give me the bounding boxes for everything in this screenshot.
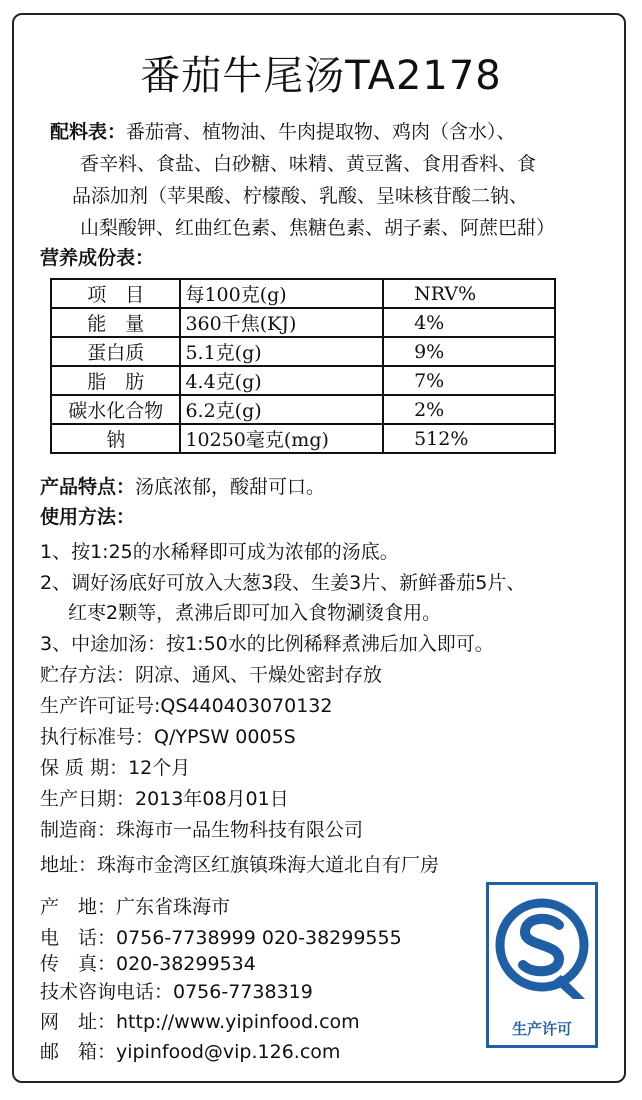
features-label: 产品特点：	[40, 476, 136, 498]
features-text: 汤底浓郁，酸甜可口。	[135, 476, 326, 498]
nutrition-amount-cell: 每100克(g)	[180, 279, 383, 308]
nutrition-amount-cell: 5.1克(g)	[180, 337, 383, 366]
storage-line: 贮存方法：阴凉、通风、干燥处密封存放	[40, 664, 383, 686]
manufacturer-line: 制造商：珠海市一品生物科技有限公司	[40, 819, 364, 841]
usage-step-2-cont: 红枣2颗等，煮沸后即可加入食物涮烫食用。	[68, 602, 442, 624]
ingredients-line-4: 山梨酸钾、红曲红色素、焦糖色素、胡子素、阿蔗巴甜）	[80, 217, 556, 239]
nutrition-row	[51, 395, 555, 424]
features-line	[40, 472, 325, 499]
nutrition-item-cell: 蛋白质	[51, 337, 180, 366]
ingredients-line-1	[50, 117, 516, 147]
nutrition-item-cell: 能 量	[51, 308, 180, 337]
qs-logo-icon	[489, 887, 595, 1017]
standard-line: 执行标准号：Q/YPSW 0005S	[40, 726, 296, 748]
website-line: 网 址：http://www.yipinfood.com	[40, 1011, 360, 1033]
usage-step-1: 1、按1:25的水稀释即可成为浓郁的汤底。	[40, 541, 399, 563]
usage-step-2: 2、调好汤底好可放入大葱3段、生姜3片、新鲜番茄5片、	[40, 572, 526, 594]
fax-line: 传 真：020-38299534	[40, 953, 256, 975]
ingredients-label: 配料表：	[50, 121, 127, 143]
nutrition-row	[51, 337, 555, 366]
logo-text: 生产许可	[511, 1020, 572, 1038]
nutrition-row	[51, 308, 555, 337]
qs-license-logo	[486, 882, 598, 1048]
nutrition-item-cell: 脂 肪	[51, 366, 180, 395]
nutrition-table	[50, 278, 556, 454]
nutrition-amount-cell: 6.2克(g)	[180, 395, 383, 424]
nutrition-nrv-cell: 512%	[383, 424, 555, 453]
nutrition-amount-cell: 360千焦(KJ)	[180, 308, 383, 337]
nutrition-item-cell: 钠	[51, 424, 180, 453]
address-line: 地址：珠海市金湾区红旗镇珠海大道北自有厂房	[40, 854, 440, 876]
nutrition-nrv-cell: 4%	[383, 308, 555, 337]
ingredients-text-1: 番茄膏、植物油、牛肉提取物、鸡肉（含水）、	[126, 121, 516, 143]
ingredients-line-2: 香辛料、食盐、白砂糖、味精、黄豆酱、食用香料、食	[80, 153, 537, 175]
nutrition-row	[51, 279, 555, 308]
nutrition-item-cell: 碳水化合物	[51, 395, 180, 424]
nutrition-nrv-cell: 2%	[383, 395, 555, 424]
email-line: 邮 箱：yipinfood@vip.126.com	[40, 1041, 341, 1063]
nutrition-row	[51, 424, 555, 453]
shelf-life-line: 保 质 期：12个月	[40, 757, 191, 779]
nutrition-amount-cell: 10250毫克(mg)	[180, 424, 383, 453]
usage-step-3: 3、中途加汤：按1:50水的比例稀释煮沸后加入即可。	[40, 633, 494, 655]
tech-phone-line: 技术咨询电话：0756-7738319	[40, 981, 313, 1003]
nutrition-nrv-cell: 7%	[383, 366, 555, 395]
nutrition-nrv-cell: NRV%	[383, 279, 555, 308]
nutrition-nrv-cell: 9%	[383, 337, 555, 366]
nutrition-row	[51, 366, 555, 395]
nutrition-amount-cell: 4.4克(g)	[180, 366, 383, 395]
origin-line: 产 地：广东省珠海市	[40, 896, 231, 918]
ingredients-line-3: 品添加剂（苹果酸、柠檬酸、乳酸、呈味核苷酸二钠、	[72, 185, 529, 207]
product-title: 番茄牛尾汤TA2178	[140, 53, 502, 99]
phone-line: 电 话：0756-7738999 020-38299555	[40, 927, 402, 949]
license-line: 生产许可证号:QS440403070132	[40, 695, 333, 717]
nutrition-item-cell: 项 目	[51, 279, 180, 308]
production-date-line: 生产日期：2013年08月01日	[40, 788, 289, 810]
nutrition-label: 营养成份表：	[40, 247, 155, 269]
usage-label: 使用方法：	[40, 506, 136, 528]
